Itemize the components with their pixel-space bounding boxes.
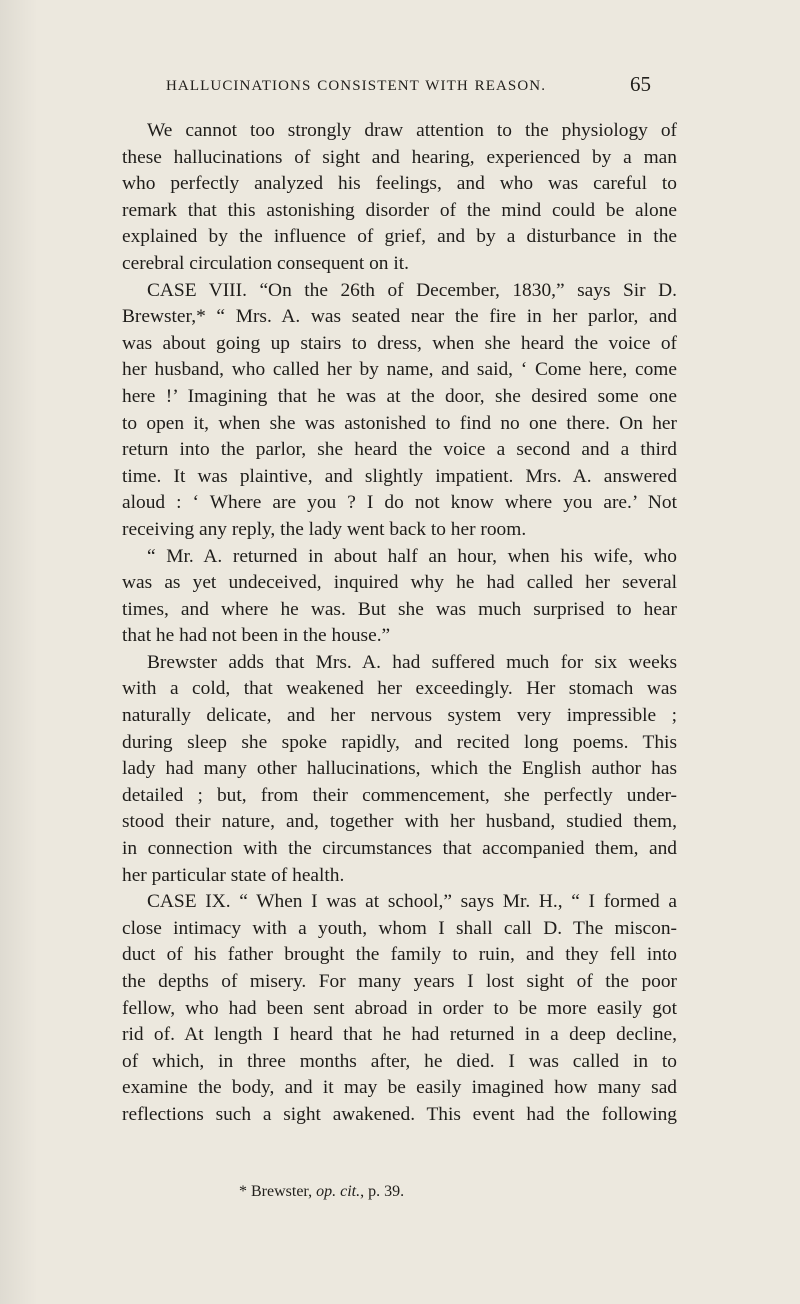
text-line: duct of his father brought the family to ruin, and they fell into [122, 944, 677, 966]
text-line: return into the parlor, she heard the voice a second and a third [122, 439, 677, 461]
text-line: her particular state of health. [122, 864, 345, 886]
text-line: that he had not been in the house.” [122, 625, 391, 647]
text-line: rid of. At length I heard that he had returned in a deep decline, [122, 1024, 677, 1046]
text-line: during sleep she spoke rapidly, and recited long poems. This [122, 731, 677, 753]
running-head [0, 72, 800, 102]
running-title: HALLUCINATIONS CONSISTENT WITH REASON. [166, 78, 547, 94]
text-line: We cannot too strongly draw attention to the physiology of [147, 120, 677, 141]
text-line: to open it, when she was astonished to find no one there. On her [122, 412, 677, 434]
text-line: times, and where he was. But she was much surprised to hear [122, 598, 677, 620]
text-line: examine the body, and it may be easily imagined how many sad [122, 1077, 677, 1099]
footnote-page: , p. 39. [360, 1183, 405, 1200]
text-line: who perfectly analyzed his feelings, and who was careful to [122, 173, 677, 195]
text-line: CASE IX. “ When I was at school,” says Mr. H., “ I formed a [147, 891, 677, 913]
footnote [239, 1183, 404, 1201]
text-line: stood their nature, and, together with her husband, studied them, [122, 811, 677, 833]
text-line: fellow, who had been sent abroad in order to be more easily got [122, 997, 677, 1019]
footnote-title: op. cit. [316, 1183, 361, 1200]
body-text [122, 118, 677, 1129]
text-line: CASE VIII. “On the 26th of December, 1830,” says Sir D. [147, 279, 677, 301]
text-line: close intimacy with a youth, whom I shall call D. The miscon- [122, 917, 677, 939]
text-line: in connection with the circumstances that accompanied them, and [122, 838, 677, 860]
text-line: here !’ Imagining that he was at the door, she desired some one [122, 385, 677, 407]
text-line: reflections such a sight awakened. This event had the following [122, 1103, 677, 1125]
text-line: time. It was plaintive, and slightly impatient. Mrs. A. answered [122, 465, 677, 487]
text-line: her husband, who called her by name, and said, ‘ Come here, come [122, 359, 677, 381]
text-line: aloud : ‘ Where are you ? I do not know where you are.’ Not [122, 492, 677, 514]
text-line: receiving any reply, the lady went back to her room. [122, 518, 527, 540]
text-line: remark that this astonishing disorder of the mind could be alone [122, 199, 677, 221]
text-line: was about going up stairs to dress, when she heard the voice of [122, 332, 677, 354]
text-line: “ Mr. A. returned in about half an hour, when his wife, who [147, 545, 677, 567]
text-line: these hallucinations of sight and hearing, experienced by a man [122, 146, 677, 168]
text-line: with a cold, that weakened her exceedingly. Her stomach was [122, 678, 677, 700]
text-line: explained by the influence of grief, and by a disturbance in the [122, 226, 677, 248]
text-line: lady had many other hallucinations, which the English author has [122, 758, 677, 780]
footnote-marker: * Brewster, [239, 1183, 317, 1200]
text-line: Brewster adds that Mrs. A. had suffered much for six weeks [147, 651, 677, 673]
text-line: the depths of misery. For many years I lost sight of the poor [122, 971, 677, 992]
page-number: 65 [630, 72, 651, 96]
text-line: was as yet undeceived, inquired why he had called her several [122, 572, 677, 594]
text-line: Brewster,* “ Mrs. A. was seated near the fire in her parlor, and [122, 306, 677, 328]
text-line: of which, in three months after, he died. I was called in to [122, 1050, 677, 1072]
text-line: detailed ; but, from their commencement, she perfectly under- [122, 784, 677, 806]
text-line: naturally delicate, and her nervous system very impressible ; [122, 705, 677, 727]
text-line: cerebral circulation consequent on it. [122, 252, 409, 274]
